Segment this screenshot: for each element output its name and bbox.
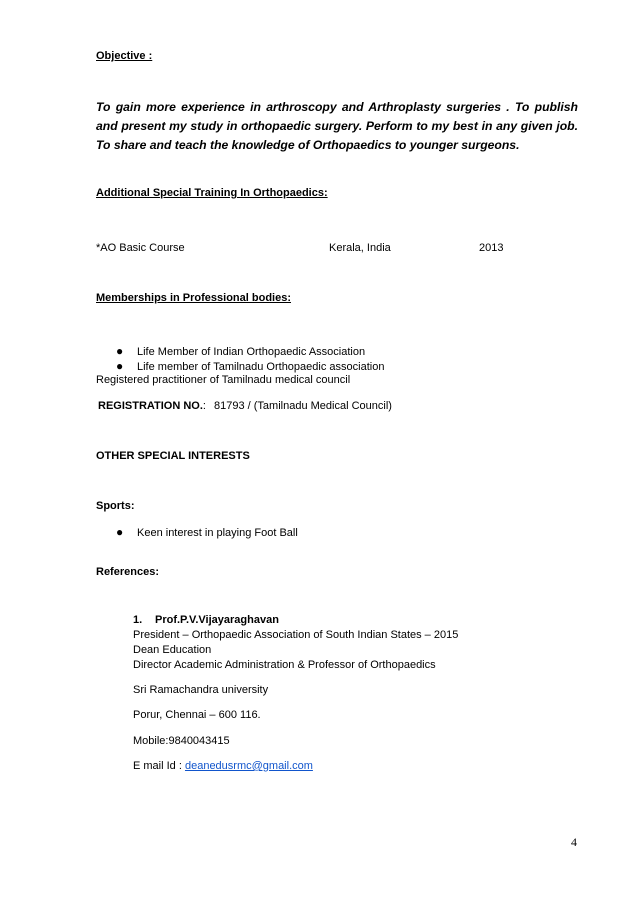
sports-label: Keen interest in playing Foot Ball [137, 527, 298, 539]
reference-university: Sri Ramachandra university [133, 684, 269, 696]
reference-position: President – Orthopaedic Association of South Indian States – 2015 [133, 629, 459, 641]
training-course: *AO Basic Course [96, 242, 185, 254]
page-number: 4 [571, 835, 577, 849]
reference-email-row [133, 760, 313, 772]
reference-position: Director Academic Administration & Professor of Orthopaedics [133, 659, 436, 671]
membership-label: Life Member of Indian Orthopaedic Association [137, 346, 366, 358]
membership-item [116, 344, 365, 358]
membership-item [116, 359, 384, 373]
registration-colon: : [202, 400, 206, 412]
email-label: E mail Id : [133, 760, 182, 772]
bullet-icon: ● [116, 344, 124, 358]
objective-heading: Objective : [96, 50, 153, 62]
reference-number: 1. [133, 614, 143, 626]
reference-address: Porur, Chennai – 600 116. [133, 709, 261, 721]
registration-value: 81793 / (Tamilnadu Medical Council) [214, 400, 392, 412]
bullet-icon: ● [116, 525, 124, 539]
sports-item [116, 525, 298, 539]
memberships-heading: Memberships in Professional bodies: [96, 292, 291, 304]
other-interests-heading: OTHER SPECIAL INTERESTS [96, 450, 250, 462]
membership-label: Life member of Tamilnadu Orthopaedic association [137, 361, 385, 373]
training-location: Kerala, India [329, 242, 391, 254]
registered-practitioner: Registered practitioner of Tamilnadu medical council [96, 374, 351, 386]
sports-heading: Sports: [96, 500, 135, 512]
training-year: 2013 [479, 242, 504, 254]
reference-name: Prof.P.V.Vijayaraghavan [155, 614, 279, 626]
email-link[interactable]: deanedusrmc@gmail.com [184, 760, 313, 772]
registration-row [98, 400, 206, 412]
references-heading: References: [96, 566, 159, 578]
training-heading: Additional Special Training In Orthopaedics: [96, 187, 328, 199]
registration-label: REGISTRATION NO. [98, 400, 203, 412]
reference-position: Dean Education [133, 644, 212, 656]
bullet-icon: ● [116, 359, 124, 373]
reference-mobile: Mobile:9840043415 [133, 735, 230, 747]
objective-text: To gain more experience in arthroscopy and Arthroplasty surgeries . To publish and present my study in orthopaedic surgery. Perform to my best in any given job. To share and teach the knowledge of Orthopaedics to younger surgeons. [96, 100, 578, 152]
